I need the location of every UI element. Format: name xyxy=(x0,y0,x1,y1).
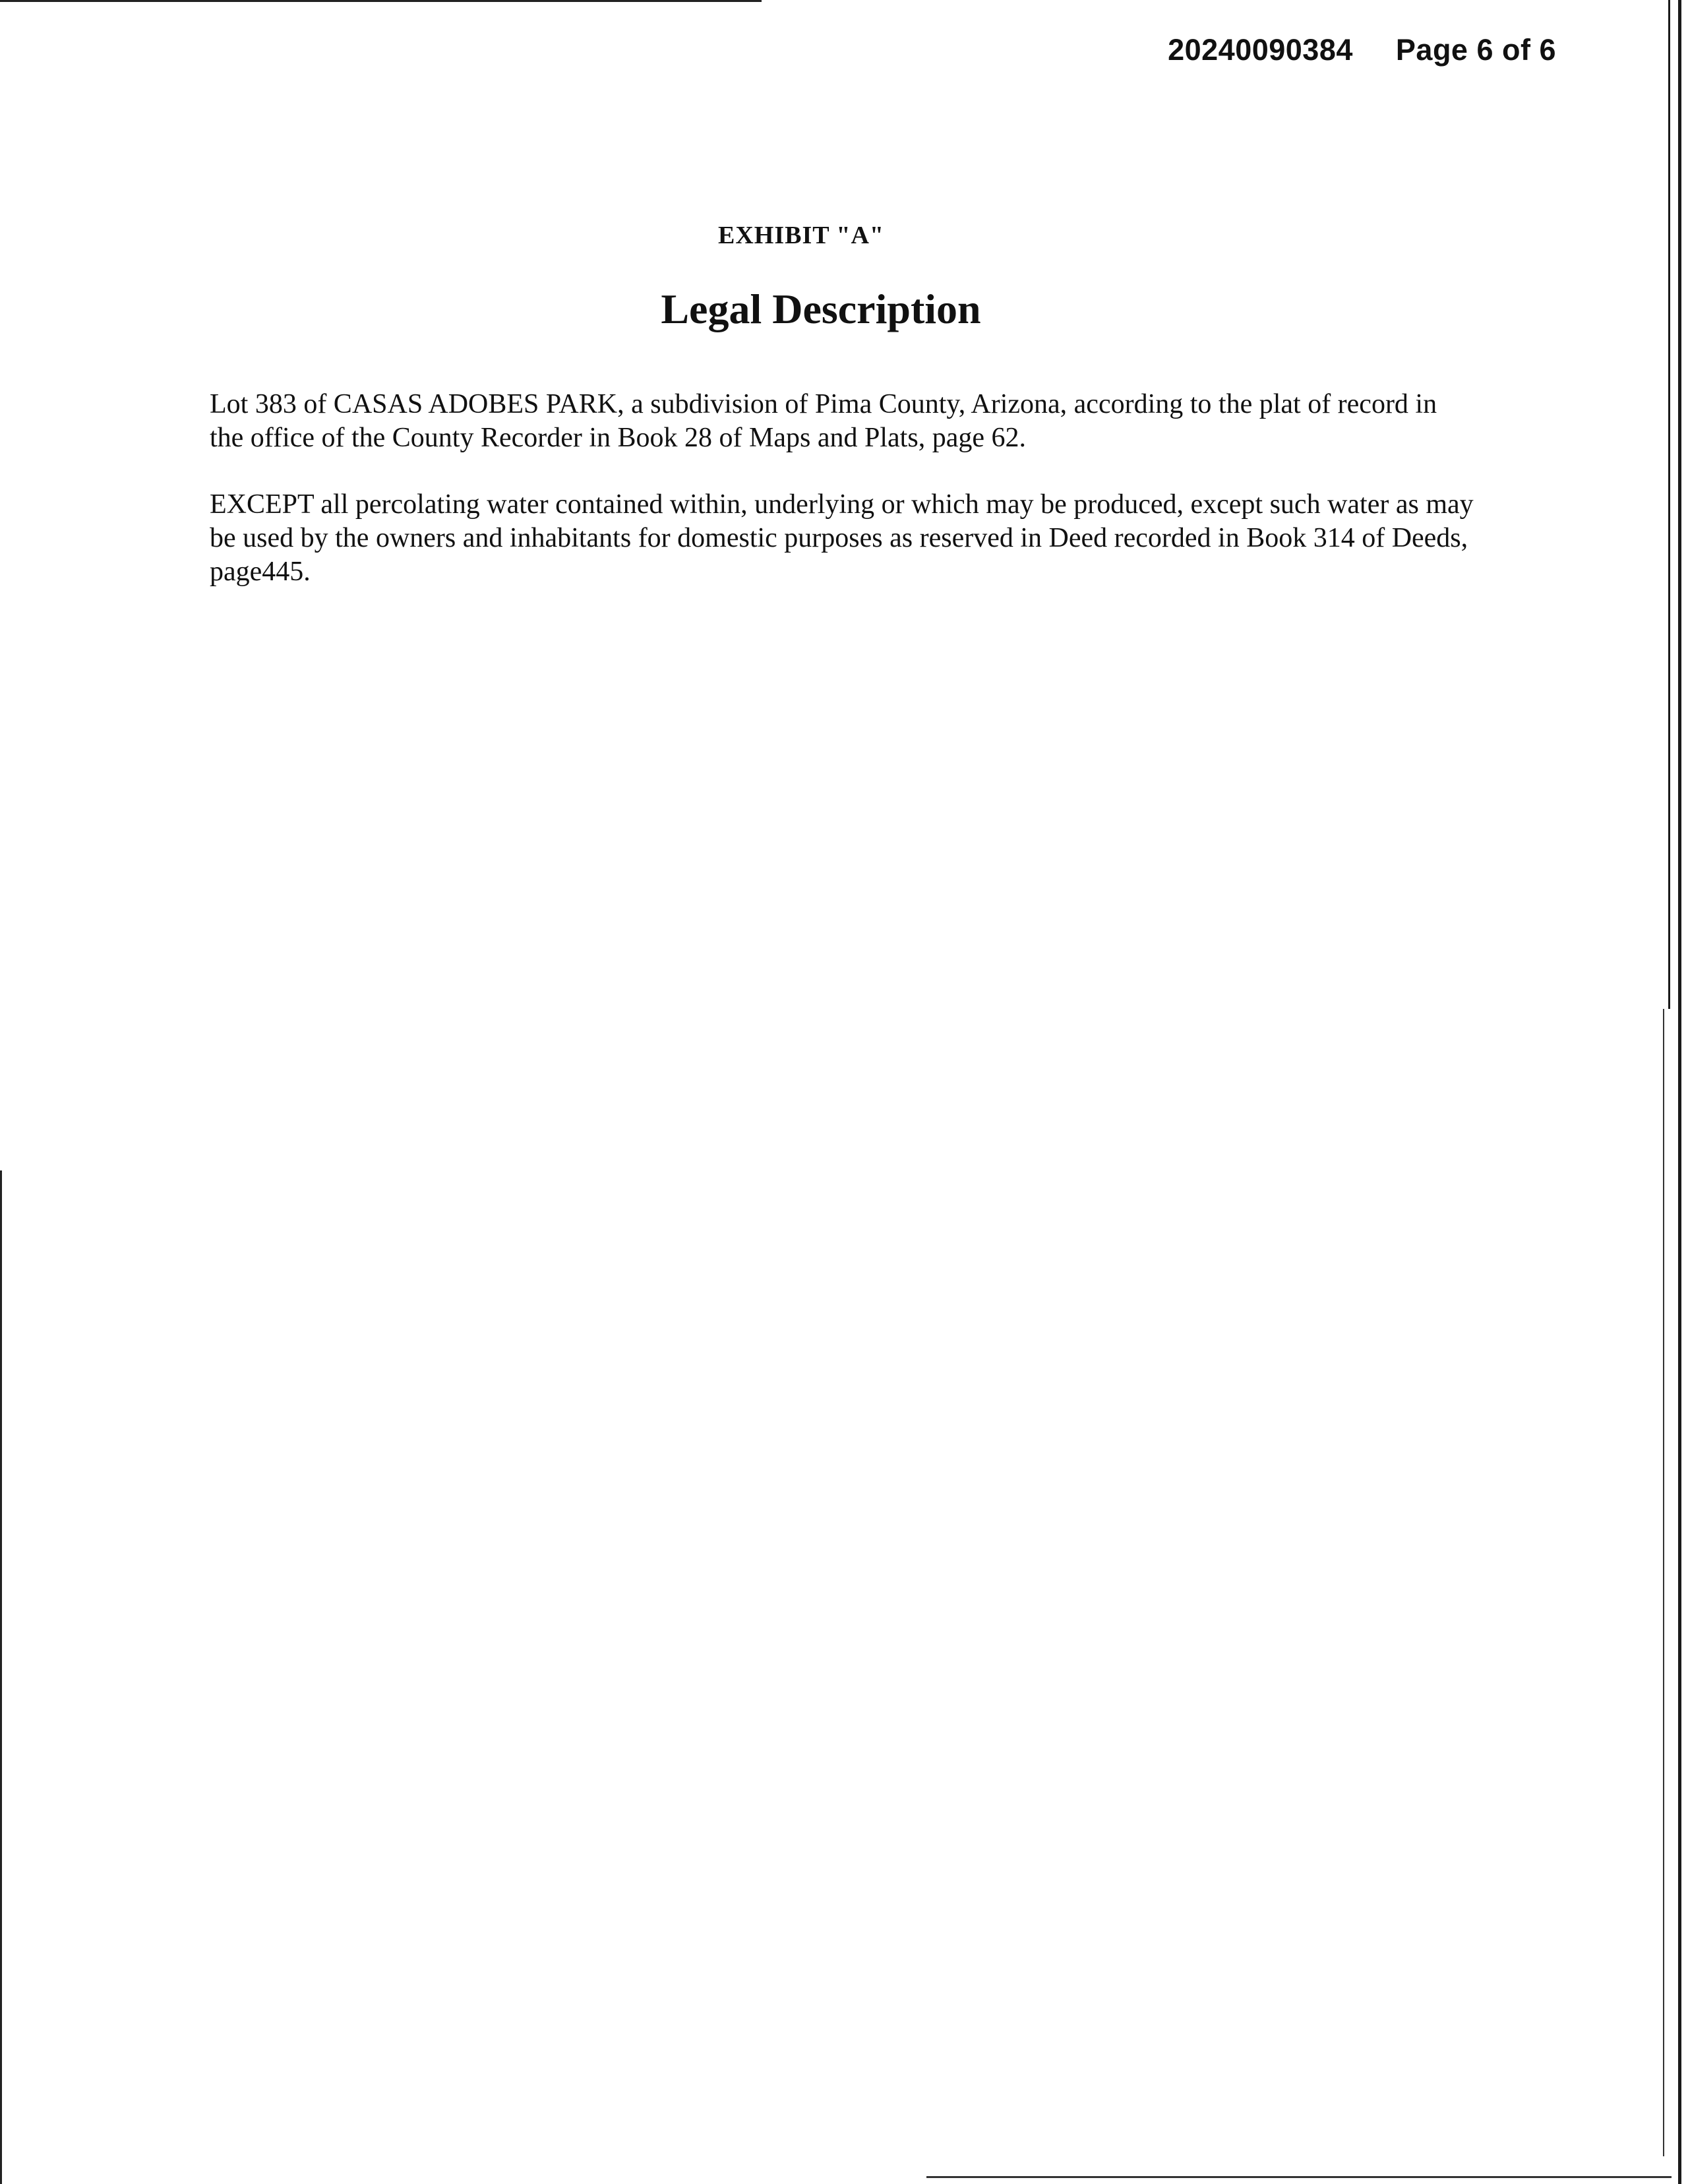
page-label: Page 6 of 6 xyxy=(1395,33,1556,67)
water-rights-exception-paragraph: EXCEPT all percolating water contained within, underlying or which may be produced, except such water as may be used by the owners and inhabitants for domestic purposes as reserved in Deed recorded in Book 314 of Deeds, page445. xyxy=(210,489,1474,587)
scan-edge-right-inner xyxy=(1668,0,1670,1009)
scan-edge-right-thin xyxy=(1663,1009,1664,2156)
scan-edge-top xyxy=(0,0,762,2)
scan-edge-bottom xyxy=(926,2176,1672,2178)
recording-header xyxy=(1121,33,1556,67)
document-number: 20240090384 xyxy=(1168,33,1353,67)
exhibit-label: EXHIBIT "A" xyxy=(717,222,885,249)
scan-edge-right-outer xyxy=(1678,0,1681,2184)
legal-description-paragraph: Lot 383 of CASAS ADOBES PARK, a subdivision of Pima County, Arizona, according to the plat of record in the office of the County Recorder in Book 28 of Maps and Plats, page 62. xyxy=(210,389,1437,453)
page-title: Legal Description xyxy=(661,286,981,332)
scan-edge-left xyxy=(0,1170,2,2184)
